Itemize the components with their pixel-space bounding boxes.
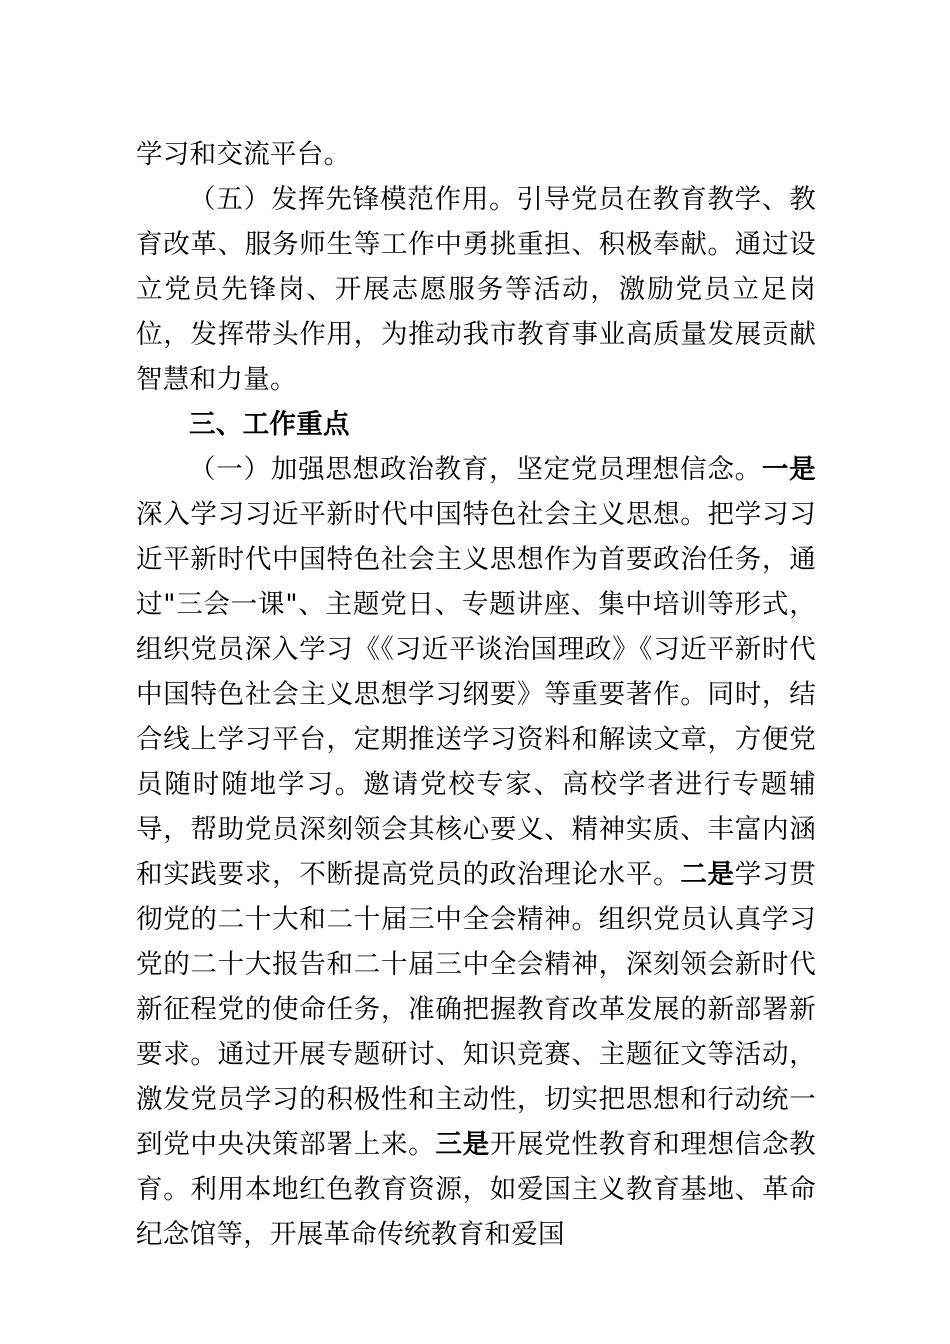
text-segment-third: 开展党性教育和理想信念教育。利用本地红色教育资源，如爱国主义教育基地、革命纪念馆等，开展革命传统教育和爱国 bbox=[136, 1129, 816, 1250]
bold-marker-first: 一是 bbox=[761, 454, 816, 485]
paragraph-lead-sentence: （一）加强思想政治教育，坚定党员理想信念。 bbox=[189, 454, 762, 485]
text-segment-second: 学习贯彻党的二十大和二十届三中全会精神。组织党员认真学习党的二十大报告和二十届三中全会精神，深刻领会新时代新征程党的使命任务，准确把握教育改革发展的新部署新要求。通过开展专题研讨、知识竞赛、主题征文等活动，激发党员学习的积极性和主动性，切实把思想和行动统一到党中央决策部署上来。 bbox=[136, 859, 816, 1160]
bold-marker-second: 二是 bbox=[680, 859, 735, 890]
text-segment-first: 深入学习习近平新时代中国特色社会主义思想。把学习习近平新时代中国特色社会主义思想作为首要政治任务，通过"三会一课"、主题党日、专题讲座、集中培训等形式，组织党员深入学习《《习近平谈治国理政》《习近平新时代中国特色社会主义思想学习纲要》等重要著作。同时，结合线上学习平台，定期推送学习资料和解读文章，方便党员随时随地学习。邀请党校专家、高校学者进行专题辅导，帮助党员深刻领会其核心要义、精神实质、丰富内涵和实践要求，不断提高党员的政治理论水平。 bbox=[136, 499, 816, 890]
paragraph-vanguard-role: （五）发挥先锋模范作用。引导党员在教育教学、教育改革、服务师生等工作中勇挑重担、积极奉献。通过设立党员先锋岗、开展志愿服务等活动，激励党员立足岗位，发挥带头作用，为推动我市教育事业高质量发展贡献智慧和力量。 bbox=[136, 184, 816, 395]
section-heading-work-focus: 三、工作重点 bbox=[189, 409, 350, 440]
document-page bbox=[136, 132, 816, 1257]
bold-marker-third: 三是 bbox=[435, 1129, 490, 1160]
paragraph-continuation: 学习和交流平台。 bbox=[136, 139, 351, 170]
paragraph-political-education bbox=[136, 447, 816, 1257]
